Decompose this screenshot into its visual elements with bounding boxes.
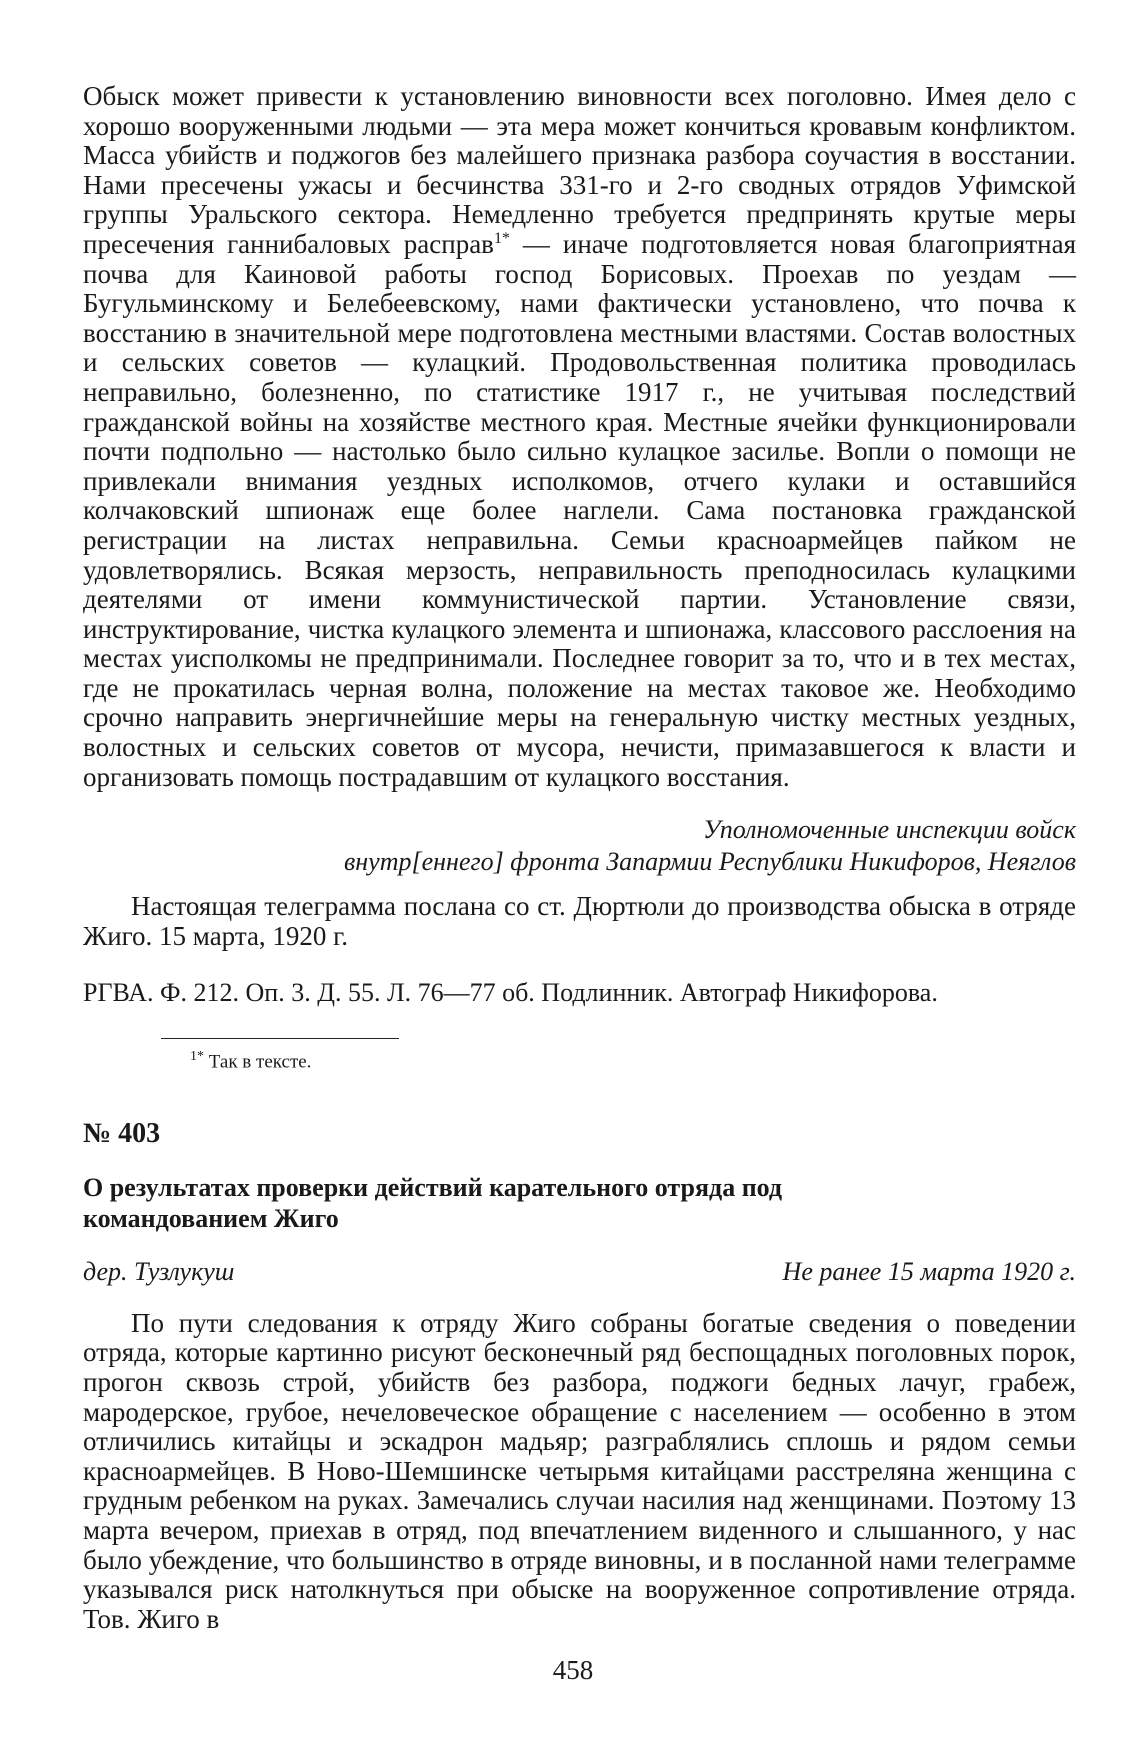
doc402-note: Настоящая телеграмма послана со ст. Дюртюли до производства обыска в отряде Жиго. 15 марта, 1920 г. [83,891,1076,951]
document-title: О результатах проверки действий карательного отряда под командованием Жиго [83,1172,783,1233]
footnote [190,1045,1076,1074]
footnote-text: Так в тексте. [204,1051,312,1073]
dateline [83,1257,1076,1287]
page-content [83,82,1076,1634]
document-place: дер. Тузлукуш [83,1256,235,1286]
doc403-body: По пути следования к отряду Жиго собраны богатые сведения о поведении отряда, которые картинно рисуют бесконечный ряд беспощадных поголовных порок, прогон сквозь строй, убийств без разбора, поджоги бедных лачуг, грабеж, мародерское, грубое, нечеловеческое обращение с населением — особенно в этом отличились китайцы и эскадрон мадьяр; разграблялись сплошь и рядом семьи красноармейцев. В Ново-Шемшинске четырьмя китайцами расстреляна женщина с грудным ребенком на руках. Замечались случаи насилия над женщинами. Поэтому 13 марта вечером, приехав в отряд, под впечатлением виденного и слышанного, у нас было убеждение, что большинство в отряде виновны, и в посланной нами телеграмме указывался риск натолкнуться при обыске на вооруженное сопротивление отряда. Тов. Жиго в [83,1307,1076,1634]
document-number: № 403 [83,1117,161,1149]
footnote-reference: 1* [493,229,510,247]
footnote-divider [161,1038,399,1039]
signature-block [83,814,1076,878]
signature-line-1: Уполномоченные инспекции войск [703,815,1076,845]
doc402-body-text: Обыск может привести к установлению виновности всех поголовно. Имея дело с хорошо вооруженными людьми — эта мера может кончиться кровавым конфликтом. Масса убийств и поджогов без малейшего признака разбора соучастия в восстании. Нами пресечены ужасы и бесчинства 331-го и 2-го сводных отрядов Уфимской группы Уральского сектора. Немедленно требуется предпринять крутые меры пресечения ганнибаловых расправ [83,81,1076,259]
signature-line-2: внутр[еннего] фронта Запармии Республики Никифоров, Неяглов [343,847,1076,877]
page-number: 458 [552,1655,594,1685]
document-date: Не ранее 15 марта 1920 г. [782,1256,1076,1286]
doc402-body-continuation: — иначе подготовляется новая благоприятная почва для Каиновой работы господ Борисовых. Проехав по уездам — Бугульминскому и Белебеевскому, нами фактически установлено, что почва к восстанию в значительной мере подготовлена местными властями. Состав волостных и сельских советов — кулацкий. Продовольственная политика проводилась неправильно, болезненно, по статистике 1917 г., не учитывая последствий гражданской войны на хозяйстве местного края. Местные ячейки функционировали почти подпольно — настолько было сильно кулацкое засилье. Вопли о помощи не привлекали внимания уездных исполкомов, отчего кулаки и оставшийся колчаковский шпионаж еще более наглели. Сама постановка гражданской регистрации на листах неправильна. Семьи красноармейцев пайком не удовлетворялись. Всякая мерзость, неправильность преподносилась кулацкими деятелями от имени коммунистической партии. Установление связи, инструктирование, чистка кулацкого элемента и шпионажа, классового расслоения на местах уисполкомы не предпринимали. Последнее говорит за то, что и в тех местах, где не прокатилась черная волна, положение на местах таковое же. Необходимо срочно направить энергичнейшие меры на генеральную чистку местных уездных, волостных и сельских советов от мусора, нечисти, примазавшегося к власти и организовать помощь пострадавшим от кулацкого восстания. [83,228,1076,792]
footnote-mark: 1* [190,1049,204,1065]
archive-source: РГВА. Ф. 212. Оп. 3. Д. 55. Л. 76—77 об. Подлинник. Автограф Никифорова. [83,978,938,1008]
doc402-body [83,82,1076,792]
